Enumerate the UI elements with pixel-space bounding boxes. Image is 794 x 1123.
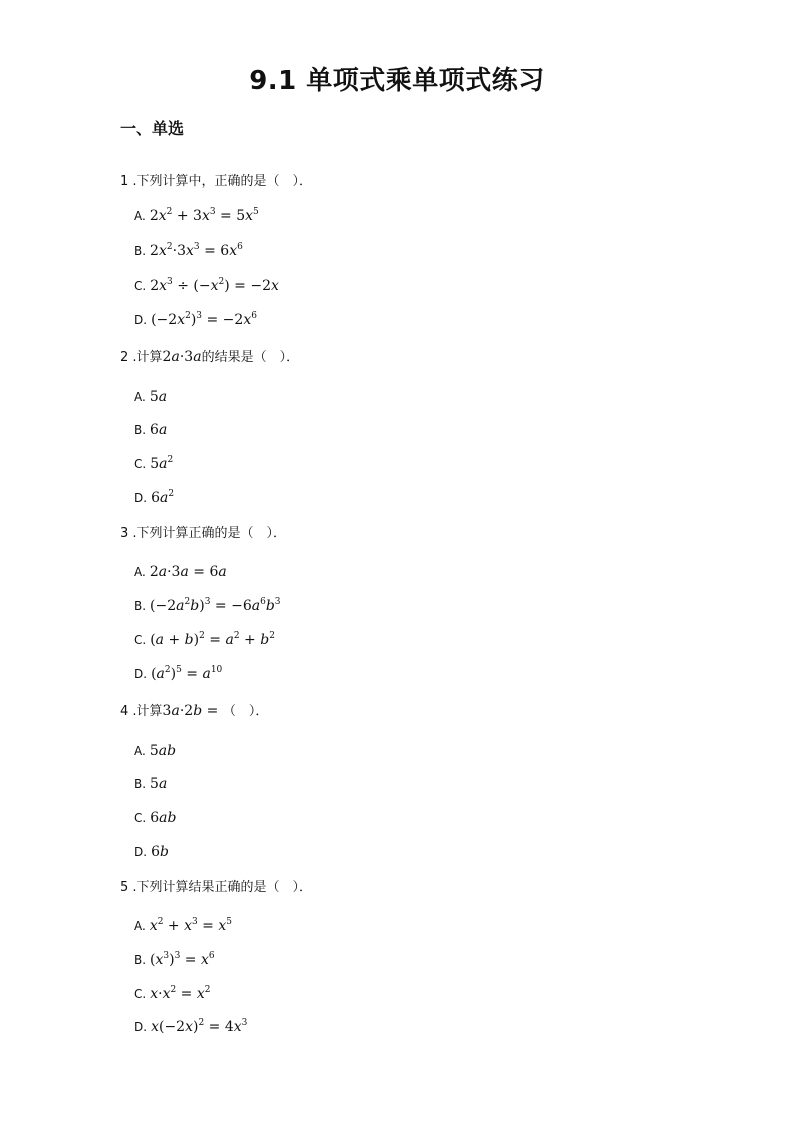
question-4-stem: 4 .计算3a·2b = （ ）． [120, 703, 269, 719]
question-2-option-c: C. $5a^2$ [134, 455, 174, 472]
question-5-option-a: A. $x^2 + x^3 = x^5$ [134, 917, 233, 934]
question-1-option-c: C. $2x^3 \div (-x^2) = -2x$ [134, 277, 279, 294]
question-4-option-c: C. 6ab [134, 810, 177, 826]
option-expression: 6a [150, 422, 168, 438]
option-expression: 2a·3a = 6a [149, 564, 227, 580]
option-expression: 6b [151, 844, 169, 860]
option-expression: $x\cdot x^2 = x^2$ [150, 985, 211, 1002]
option-expression: $(a^2)^5 = a^{10}$ [151, 665, 223, 682]
question-1-stem: 1 .下列计算中，正确的是（ ）． [120, 174, 313, 189]
question-1-option-d: D. $(-2x^2)^3 = -2x^6$ [134, 311, 257, 328]
question-5-option-b: B. $(x^3)^3 = x^6$ [134, 951, 215, 968]
question-5-option-c: C. $x\cdot x^2 = x^2$ [134, 985, 211, 1002]
question-3-option-c: C. $(a + b)^2 = a^2 + b^2$ [134, 631, 275, 648]
option-expression: 6ab [150, 810, 177, 826]
question-3-option-a: A. 2a·3a = 6a [134, 564, 227, 580]
option-expression: $6a^2$ [151, 489, 175, 506]
question-5-option-d: D. $x(-2x)^2 = 4x^3$ [134, 1018, 248, 1035]
question-1-option-b: B. $2x^2\cdot 3x^3 = 6x^6$ [134, 242, 243, 259]
option-expression: $2x^2\cdot 3x^3 = 6x^6$ [150, 242, 243, 259]
option-expression: $(-2x^2)^3 = -2x^6$ [151, 311, 257, 328]
question-2-option-b: B. 6a [134, 422, 168, 438]
page-title: 9.1 单项式乘单项式练习 [249, 66, 545, 96]
question-4-option-b: B. 5a [134, 776, 168, 792]
option-expression: 5a [149, 389, 168, 405]
option-expression: $(-2a^2b)^3 = -6a^6b^3$ [150, 597, 281, 614]
question-2-option-a: A. 5a [134, 389, 168, 405]
option-expression: $2x^2 + 3x^3 = 5x^5$ [149, 207, 259, 224]
question-3-option-d: D. $(a^2)^5 = a^{10}$ [134, 665, 223, 682]
question-1-option-a: A. $2x^2 + 3x^3 = 5x^5$ [134, 207, 259, 224]
question-4-option-d: D. 6b [134, 844, 169, 860]
option-expression: $(a + b)^2 = a^2 + b^2$ [150, 631, 275, 648]
option-expression: $5a^2$ [150, 455, 174, 472]
option-expression: $x^2 + x^3 = x^5$ [149, 917, 233, 934]
question-2-stem: 2 .计算2a·3a的结果是（ ）． [120, 349, 300, 365]
option-expression: 5a [150, 776, 168, 792]
question-3-stem: 3 .下列计算正确的是（ ）． [120, 526, 287, 541]
option-expression: $2x^3 \div (-x^2) = -2x$ [150, 277, 279, 294]
option-expression: $(x^3)^3 = x^6$ [150, 951, 215, 968]
question-3-option-b: B. $(-2a^2b)^3 = -6a^6b^3$ [134, 597, 281, 614]
section-heading: 一、单选 [120, 119, 185, 138]
option-expression: $x(-2x)^2 = 4x^3$ [151, 1018, 248, 1035]
question-2-option-d: D. $6a^2$ [134, 489, 175, 506]
option-expression: 5ab [149, 743, 177, 759]
question-5-stem: 5 .下列计算结果正确的是（ ）． [120, 880, 313, 895]
question-4-option-a: A. 5ab [134, 743, 177, 759]
